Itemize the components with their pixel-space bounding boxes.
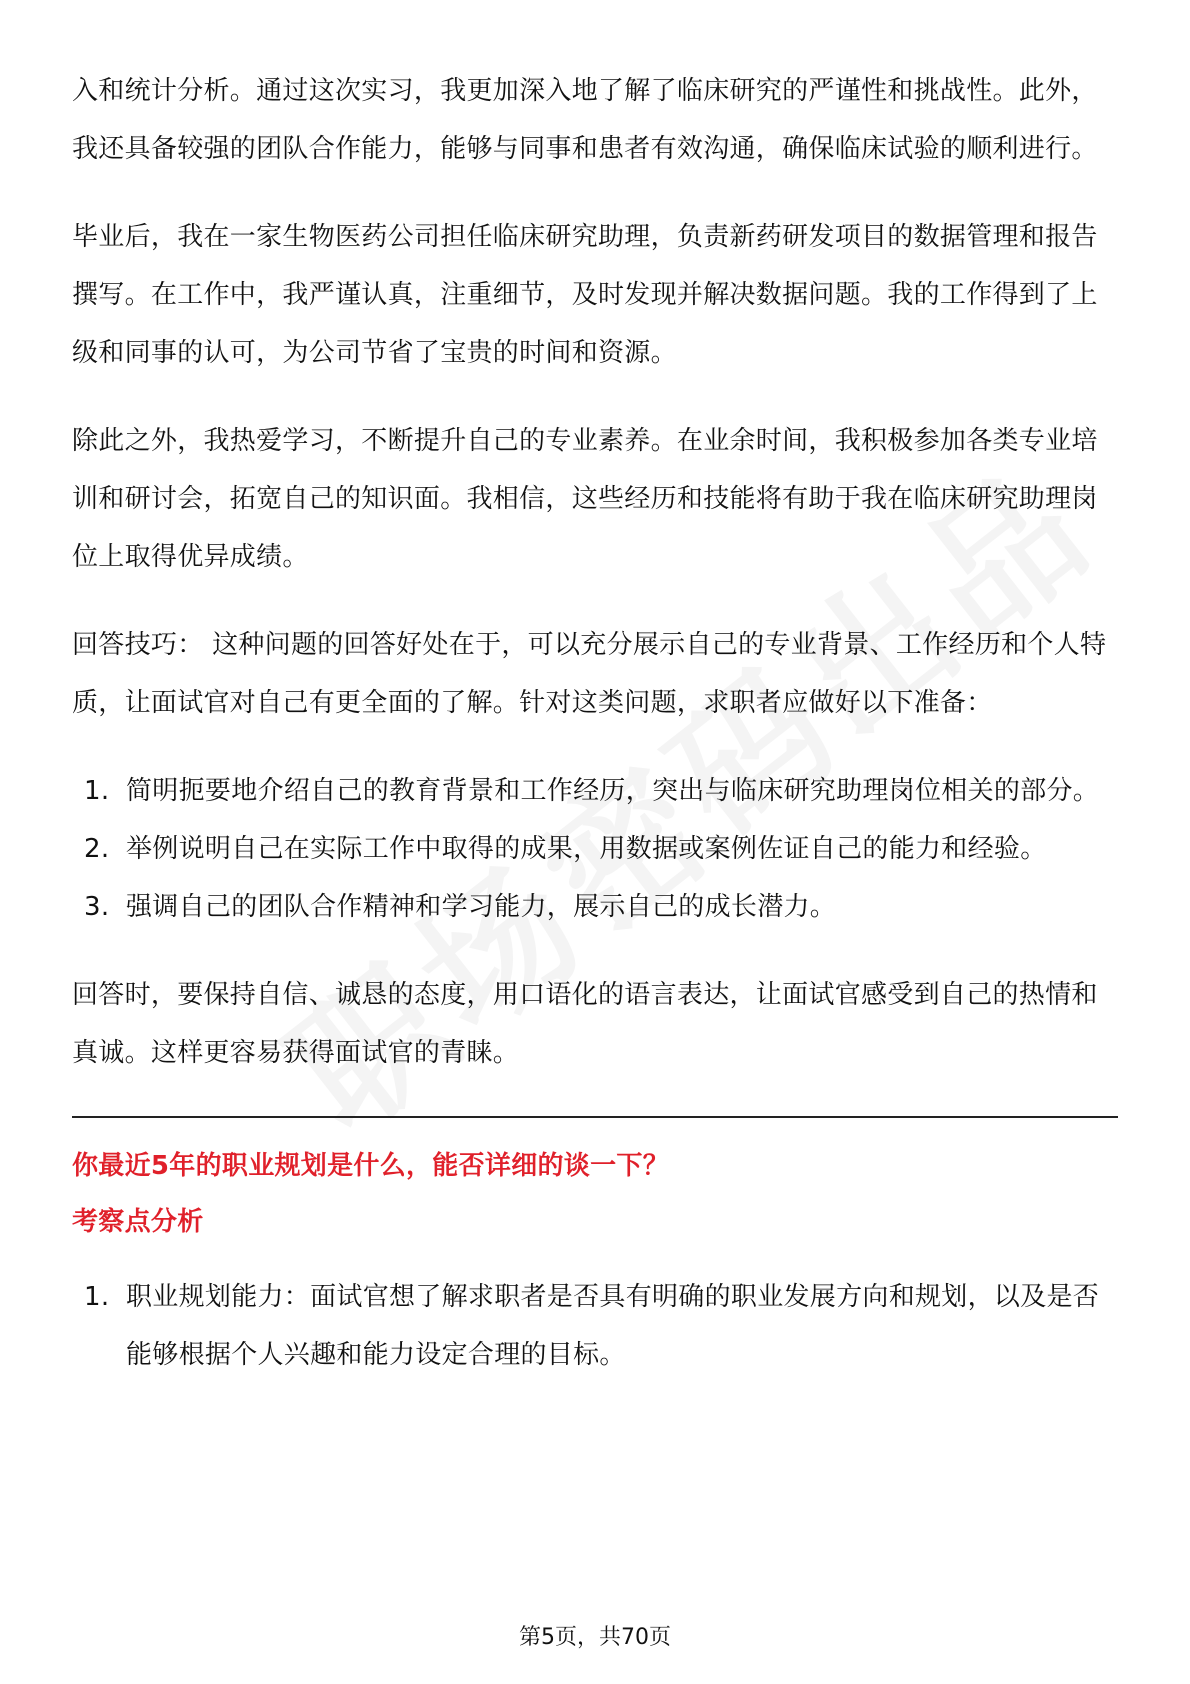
list-item-text: 举例说明自己在实际工作中取得的成果，用数据或案例佐证自己的能力和经验。 [126, 834, 1047, 864]
question-title: 你最近5年的职业规划是什么，能否详细的谈一下？ [72, 1151, 669, 1181]
list-item [72, 878, 1118, 936]
list-item-number: 1. [84, 1282, 110, 1312]
list-item-text: 强调自己的团队合作精神和学习能力，展示自己的成长潜力。 [126, 892, 837, 922]
tips-list [72, 762, 1118, 936]
list-item [72, 762, 1118, 820]
question-subtitle: 考察点分析 [72, 1207, 204, 1237]
page-content [72, 62, 1118, 1384]
paragraph-internship: 入和统计分析。通过这次实习，我更加深入地了解了临床研究的严谨性和挑战性。此外，我还具备较强的团队合作能力，能够与同事和患者有效沟通，确保临床试验的顺利进行。 [72, 76, 1098, 164]
list-item [72, 1268, 1118, 1384]
page-footer: 第5页，共70页 [519, 1625, 671, 1650]
list-item-number: 2. [84, 834, 110, 864]
paragraph-answer-tips: 回答技巧： 这种问题的回答好处在于，可以充分展示自己的专业背景、工作经历和个人特质，让面试官对自己有更全面的了解。针对这类问题，求职者应做好以下准备： [72, 630, 1107, 718]
list-item-number: 3. [84, 892, 110, 922]
list-item-text: 简明扼要地介绍自己的教育背景和工作经历，突出与临床研究助理岗位相关的部分。 [126, 776, 1100, 806]
analysis-list [72, 1268, 1118, 1384]
list-item [72, 820, 1118, 878]
paragraph-work-experience: 毕业后，我在一家生物医药公司担任临床研究助理，负责新药研发项目的数据管理和报告撰写。在工作中，我严谨认真，注重细节，及时发现并解决数据问题。我的工作得到了上级和同事的认可，为公司节省了宝贵的时间和资源。 [72, 222, 1098, 368]
list-item-number: 1. [84, 776, 110, 806]
paragraph-closing: 回答时，要保持自信、诚恳的态度，用口语化的语言表达，让面试官感受到自己的热情和真诚。这样更容易获得面试官的青睐。 [72, 980, 1098, 1068]
list-item-text: 职业规划能力：面试官想了解求职者是否具有明确的职业发展方向和规划，以及是否能够根据个人兴趣和能力设定合理的目标。 [126, 1282, 1100, 1370]
paragraph-learning: 除此之外，我热爱学习，不断提升自己的专业素养。在业余时间，我积极参加各类专业培训和研讨会，拓宽自己的知识面。我相信，这些经历和技能将有助于我在临床研究助理岗位上取得优异成绩。 [72, 426, 1098, 572]
section-divider [72, 1116, 1118, 1118]
